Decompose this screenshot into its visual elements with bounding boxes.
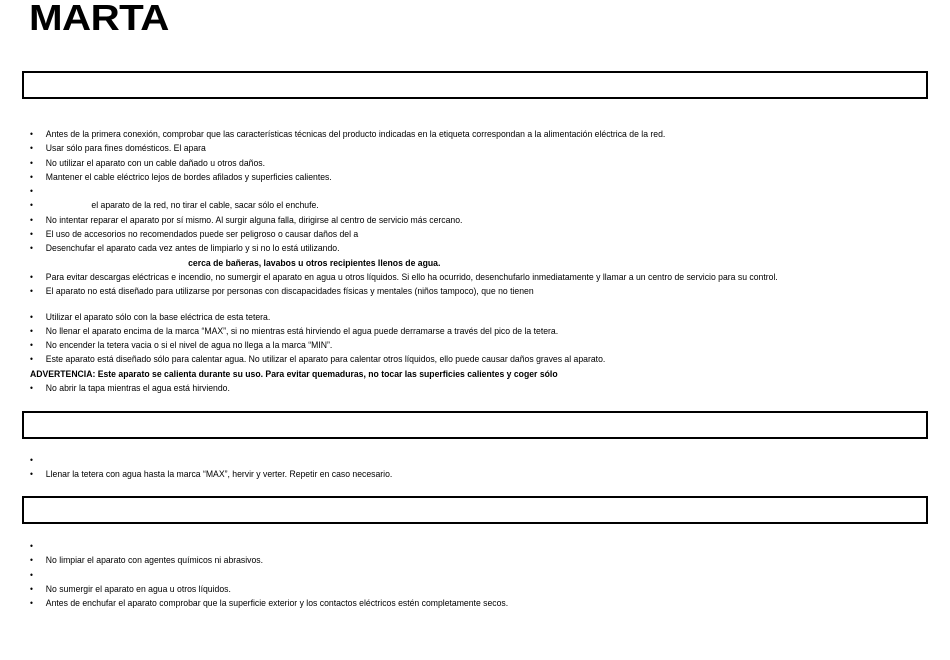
bullet-icon: • [30, 143, 33, 154]
bullet-icon: • [30, 171, 33, 182]
list-item-text: Utilizar el aparato sólo con la base eléctrica de esta tetera. [45, 311, 271, 322]
bullet-icon: • [30, 383, 33, 394]
bullet-icon: • [30, 340, 33, 351]
bullet-icon: • [30, 598, 33, 609]
section-header-box-1 [22, 71, 928, 99]
list-item-text: El aparato no está diseñado para utilizarse por personas con discapacidades físicas y mentales (niños tampoco), que no tienen [45, 286, 534, 297]
list-item-text: Para evitar descargas eléctricas e incendio, no sumergir el aparato en agua u otros líquidos. Si ello ha ocurrido, desenchufarlo inmediatamente y llamar a un centro de servicio para su control. [45, 271, 778, 282]
brand-logo: MARTA [29, 0, 169, 38]
bullet-icon: • [30, 271, 33, 282]
section-header-box-3 [22, 496, 928, 524]
bullet-icon: • [30, 186, 33, 197]
list-item-text: Este aparato está diseñado sólo para calentar agua. No utilizar el aparato para calentar otros líquidos, ello puede causar daños graves al aparato. [45, 354, 606, 365]
bullet-icon: • [30, 569, 33, 580]
bullet-icon: • [30, 311, 33, 322]
bullet-icon: • [30, 555, 33, 566]
bullet-icon: • [30, 469, 33, 480]
bullet-icon: • [30, 229, 33, 240]
list-item-text: Antes de enchufar el aparato comprobar que la superficie exterior y los contactos eléctricos estén completamente secos. [45, 598, 509, 609]
bullet-icon: • [30, 129, 33, 139]
list-item-text: cerca de bañeras, lavabos u otros recipientes llenos de agua. [188, 257, 441, 268]
bullet-icon: • [30, 541, 33, 551]
bullet-icon: • [30, 286, 33, 297]
list-item-text: ADVERTENCIA: Este aparato se calienta durante su uso. Para evitar quemaduras, no tocar las superficies calientes y coger sólo [30, 368, 558, 379]
bullet-icon: • [30, 243, 33, 254]
list-item-text: No llenar el aparato encima de la marca “MAX”, si no mientras está hirviendo el agua puede derramarse a través del pico de la tetera. [45, 325, 559, 336]
list-item-text: No encender la tetera vacia o si el nivel de agua no llega a la marca “MIN”. [45, 340, 333, 351]
list-item-text: Antes de la primera conexión, comprobar que las características técnicas del producto indicadas en la etiqueta correspondan a la alimentación eléctrica de la red. [45, 129, 666, 139]
section-header-box-2 [22, 411, 928, 439]
list-item-text: No utilizar el aparato con un cable dañado u otros daños. [45, 157, 265, 168]
bullet-icon: • [30, 200, 33, 211]
list-item-text: El uso de accesorios no recomendados puede ser peligroso o causar daños del a [45, 229, 359, 240]
list-item-text: Mantener el cable eléctrico lejos de bordes afilados y superficies calientes. [45, 171, 332, 182]
bullet-icon: • [30, 157, 33, 168]
bullet-icon: • [30, 214, 33, 225]
bullet-icon: • [30, 354, 33, 365]
list-item-text: No abrir la tapa mientras el agua está hirviendo. [45, 383, 230, 394]
bullet-icon: • [30, 583, 33, 594]
bullet-icon: • [30, 455, 33, 465]
list-item-text: Usar sólo para fines domésticos. El apara [45, 143, 206, 154]
list-item-text: Desenchufar el aparato cada vez antes de limpiarlo y si no lo está utilizando. [45, 243, 340, 254]
bullet-icon: • [30, 325, 33, 336]
list-item-text: Llenar la tetera con agua hasta la marca “MAX”, hervir y verter. Repetir en caso necesario. [45, 469, 393, 480]
list-item-text: No intentar reparar el aparato por sí mismo. Al surgir alguna falla, dirigirse al centro de servicio más cercano. [45, 214, 463, 225]
list-item-text: No limpiar el aparato con agentes químicos ni abrasivos. [45, 555, 264, 566]
list-item-text: No sumergir el aparato en agua u otros líquidos. [45, 583, 231, 594]
list-item-text: el aparato de la red, no tirar el cable, sacar sólo el enchufe. [91, 200, 319, 211]
